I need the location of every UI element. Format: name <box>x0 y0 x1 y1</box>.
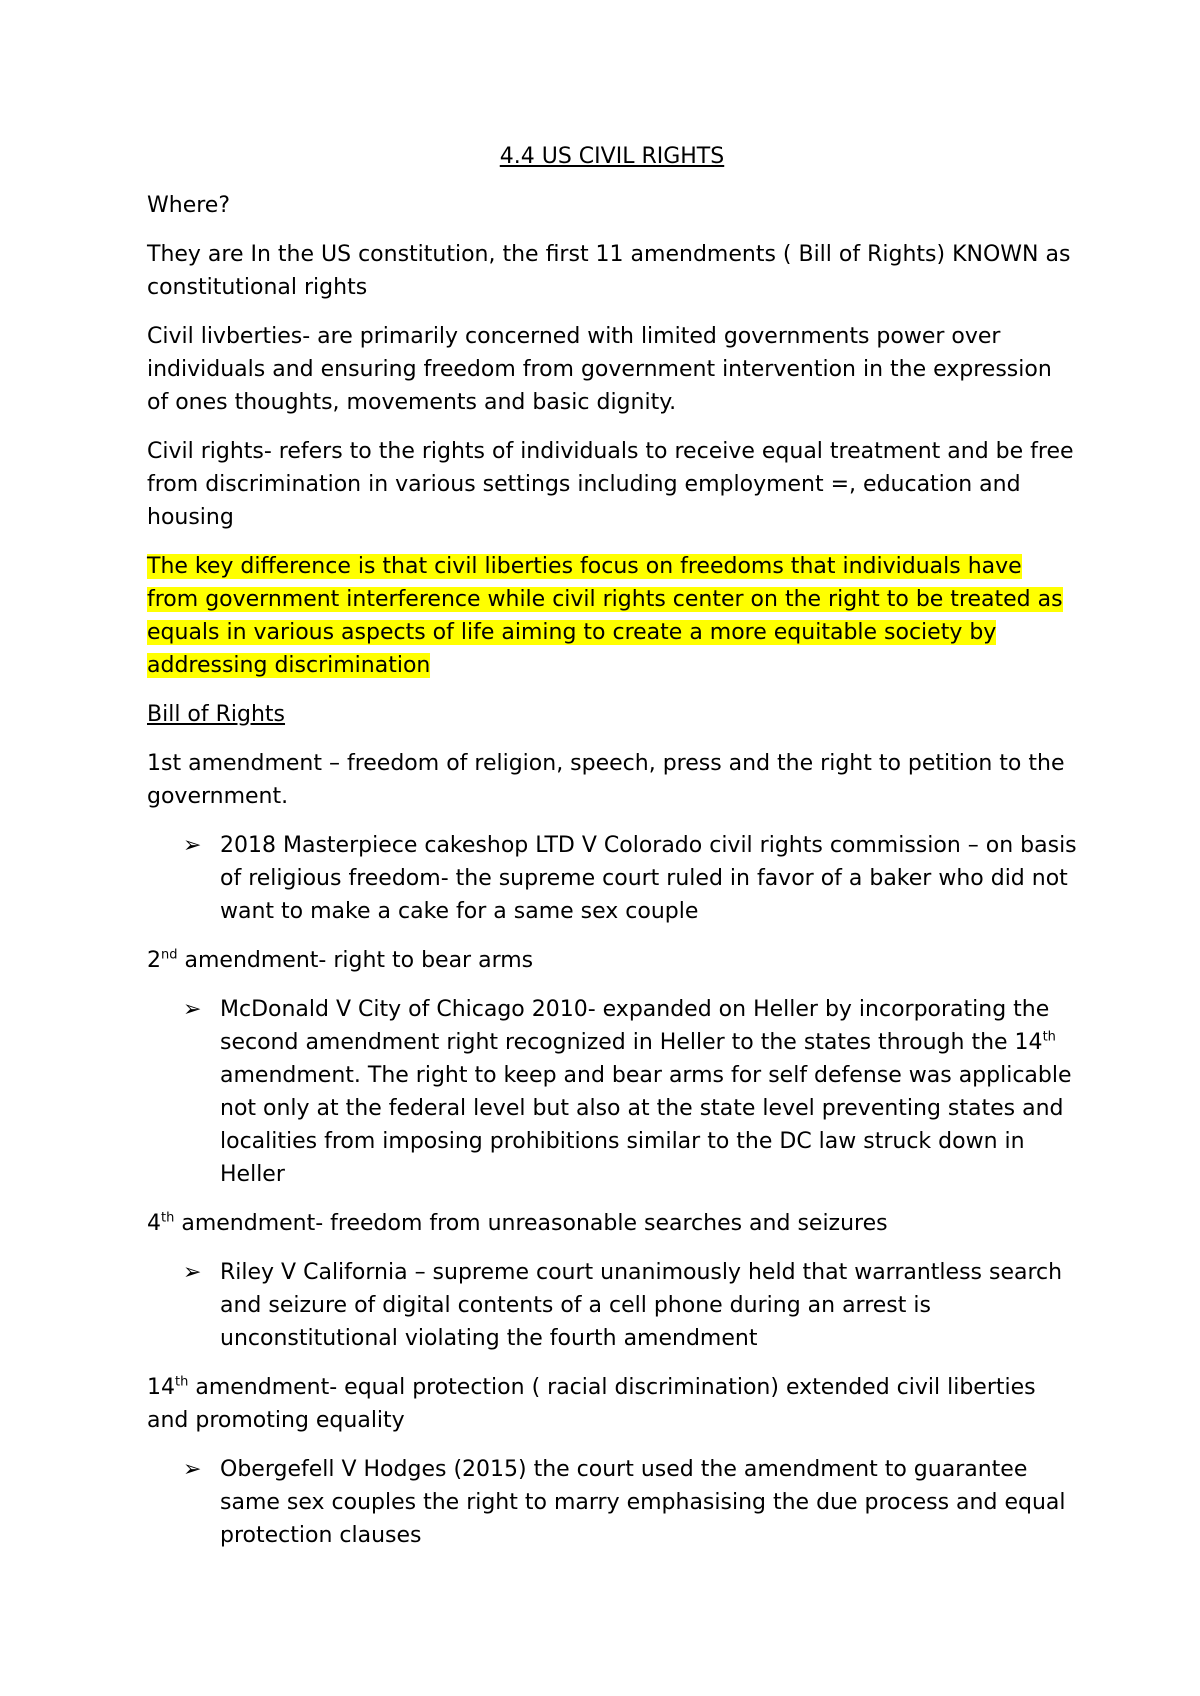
amendment-heading-2nd <box>147 944 1077 977</box>
case-bullet-masterpiece <box>147 829 1077 928</box>
bill-of-rights-heading <box>147 698 1077 731</box>
civil-liberties-paragraph: Civil livberties- are primarily concerned with limited governments power over individuals and ensuring freedom from government intervention in the expression of ones thoughts, movements and basic dignity. <box>147 324 1052 415</box>
case-bullet-mcdonald <box>147 993 1077 1191</box>
where-heading: Where? <box>147 193 231 218</box>
case-text: McDonald V City of Chicago 2010- expanded on Heller by incorporating the second amendment right recognized in Heller to the states through the 14 <box>220 997 1050 1055</box>
case-text-continued: amendment. The right to keep and bear arms for self defense was applicable not only at the federal level but also at the state level preventing states and localities from imposing prohibitions similar to the DC law struck down in Heller <box>220 1063 1072 1187</box>
arrow-bullet-icon: ➢ <box>183 1260 202 1285</box>
arrow-bullet-icon: ➢ <box>183 833 202 858</box>
ordinal-suffix: th <box>175 1374 189 1390</box>
amendment-heading-4th <box>147 1207 1077 1240</box>
amendment-description: amendment- right to bear arms <box>177 948 534 973</box>
civil-rights-paragraph: Civil rights- refers to the rights of individuals to receive equal treatment and be free from discrimination in various settings including employment =, education and housing <box>147 439 1074 530</box>
bill-of-rights-heading-text: Bill of Rights <box>147 702 286 727</box>
amendment-description: amendment – freedom of religion, speech, press and the right to petition to the government. <box>147 751 1065 809</box>
amendment-heading-1st <box>147 747 1077 813</box>
amendment-heading-14th <box>147 1371 1077 1437</box>
key-difference-paragraph <box>147 550 1077 682</box>
ordinal-suffix: th <box>161 1210 175 1226</box>
amendment-description: amendment- freedom from unreasonable searches and seizures <box>174 1211 888 1236</box>
ordinal-suffix: th <box>1042 1029 1056 1045</box>
page-title: 4.4 US CIVIL RIGHTS <box>499 144 725 169</box>
amendment-description: amendment- equal protection ( racial discrimination) extended civil liberties and promoting equality <box>147 1375 1036 1433</box>
document-page <box>147 140 1077 1568</box>
case-text: Obergefell V Hodges (2015) the court used the amendment to guarantee same sex couples the right to marry emphasising the due process and equal protection clauses <box>220 1457 1066 1548</box>
amendment-number: 2 <box>147 948 161 973</box>
constitution-paragraph: They are In the US constitution, the first 11 amendments ( Bill of Rights) KNOWN as constitutional rights <box>147 242 1071 300</box>
ordinal-suffix: nd <box>161 947 178 963</box>
arrow-bullet-icon: ➢ <box>183 1457 202 1482</box>
highlighted-text: The key difference is that civil liberties focus on freedoms that individuals have from government interference while civil rights center on the right to be treated as equals in various aspects of life aiming to create a more equitable society by addressing discrimination <box>147 554 1063 678</box>
case-bullet-obergefell <box>147 1453 1077 1552</box>
amendment-number: 1st <box>147 751 182 776</box>
arrow-bullet-icon: ➢ <box>183 997 202 1022</box>
case-text: Riley V California – supreme court unanimously held that warrantless search and seizure of digital contents of a cell phone during an arrest is unconstitutional violating the fourth amendment <box>220 1260 1063 1351</box>
case-text: 2018 Masterpiece cakeshop LTD V Colorado civil rights commission – on basis of religious freedom- the supreme court ruled in favor of a baker who did not want to make a cake for a same sex couple <box>220 833 1077 924</box>
case-bullet-riley <box>147 1256 1077 1355</box>
amendment-number: 4 <box>147 1211 161 1236</box>
amendment-number: 14 <box>147 1375 175 1400</box>
